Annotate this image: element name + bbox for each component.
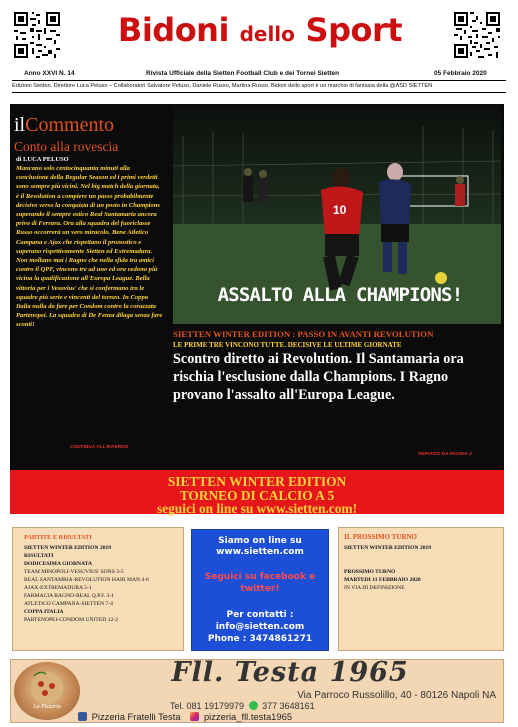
masthead — [88, 8, 432, 52]
risultati-line: SIETTEN WINTER EDITION 2019 — [24, 545, 112, 551]
risultati-line: FARMACIA RAGNO-REAL Q.P.F. 3-1 — [24, 593, 114, 599]
risultati-line: TEAM MINOPOLI-VESUVIUS' SONS 3-5 — [24, 569, 124, 575]
photo-headline: ASSALTO ALLA CHAMPIONS! — [217, 284, 463, 306]
pizzeria-instagram: pizzeria_fll.testa1965 — [203, 711, 293, 722]
risultati-line: DODICESIMA GIORNATA — [24, 561, 93, 567]
risultati-line: ATLETICO CAMPANA-SIETTEN 7-4 — [24, 601, 113, 607]
risultati-title: PARTITE E RISULTATI — [24, 534, 92, 541]
feature-kicker: SIETTEN WINTER EDITION : PASSO IN AVANTI REVOLUTION — [173, 329, 434, 339]
header-rule-top — [12, 80, 506, 81]
contatti-label: Per contatti : — [226, 610, 294, 620]
banner-line-2: TORNEO DI CALCIO A 5 — [179, 488, 335, 503]
facebook-icon — [78, 712, 87, 721]
pizzeria-phone-1: Tel. 081 19179979 — [170, 701, 245, 711]
commento-byline: di LUCA PELUSO — [16, 156, 69, 163]
risultati-line: RISULTATI — [24, 553, 54, 559]
credits-line: Edizioni Sietten. Direttore Luca Peluso – Collaboratori Salvatore Peluso, Daniele Russo, Martina Russo. Bidoni dello sport è un marchio di fantasia della @ASD SIETTEN — [12, 83, 433, 89]
instagram-icon — [190, 712, 199, 721]
qr-code-right — [452, 10, 502, 60]
issue-date: 05 Febbraio 2020 — [434, 70, 487, 77]
online-site-link[interactable]: www.sietten.com — [216, 547, 304, 557]
masthead-word-2: dello — [239, 22, 295, 46]
pizzeria-social — [76, 711, 292, 722]
commento-title-il: il — [14, 114, 26, 136]
pizzeria-logo — [14, 662, 80, 720]
commento-title-main: Commento — [25, 114, 115, 136]
header-rule-bottom — [12, 92, 506, 93]
issue-number: Anno XXVI N. 14 — [24, 70, 75, 77]
pizzeria-name: Fll. Testa 1965 — [171, 657, 409, 688]
prossimo-line-4: IN VIA DI DEFINIZIONE — [344, 585, 405, 591]
social-line-2: twitter! — [240, 584, 280, 594]
masthead-word-1: Bidoni — [117, 11, 229, 49]
pizzeria-phone-2: 377 3648161 — [262, 701, 315, 711]
commento-subtitle: Conto alla rovescia — [14, 139, 119, 154]
svg-text:10: 10 — [333, 203, 347, 217]
whatsapp-icon — [249, 701, 258, 710]
feature-subkicker: LE PRIME TRE VINCONO TUTTE. DECISIVE LE ULTIME GIORNATE — [173, 341, 402, 349]
prossimo-title: IL PROSSIMO TURNO — [344, 533, 417, 541]
commento-title — [14, 114, 114, 137]
risultati-line: REAL SANTAMRIA-REVOLUTION HAIR MAN 4-6 — [24, 577, 149, 583]
prossimo-line-1: SIETTEN WINTER EDITION 2019 — [344, 545, 432, 551]
social-line-1: Seguici su facebook e — [204, 572, 316, 582]
qr-code-left — [12, 10, 62, 60]
banner-line-3[interactable]: seguici on line su www.sietten.com! — [156, 501, 358, 516]
pizzeria-address: Via Parroco Russolillo, 40 - 80126 Napoli NA — [297, 690, 496, 701]
commento-body: Mancano solo centocinquanta minuti alla conclusione della Regular Season ed i primi verdetti sono sempre più vicini. Nel big match della giornata, è il Revolution a compiere un passo probabilmente decisivo verso la conquista di un posto in Champions superando il sempre ostico Real Santamaria ancora privo di Ferrara. Ora alla squadra del fuoriclasse Russo occorrerà un vero miracolo. Bene Atletico Campana e Ajax che rispettano il pronostico e superano rispettivamente Sietten ed Extremadura. Non mollano mai i Ragno che nella sfida tra amici contro il QPF, vincono tre ad uno ed ora vedono più vicina la qualificazione all'Europa League. Bella vittoria per i Vesuvius' che si confermano tra le squadre più serie e vincenti del torneo. In Coppa Italia nulla da fare per Condom contro la corazzata Partenopei. La squadra di De Fenza dilaga senza fare sconti! — [16, 165, 163, 329]
prossimo-line-2: PROSSIMO TURNO — [344, 569, 396, 575]
contatti-email-link[interactable]: info@sietten.com — [215, 622, 305, 632]
feature-headline: Scontro diretto ai Revolution. Il Santamaria ora rischia l'esclusione dalla Champions. I Ragno provano l'assalto all'Europa League. — [173, 351, 464, 403]
tagline: Rivista Ufficiale della Sietten Football Club e dei Tornei Sietten — [146, 70, 340, 77]
pizzeria-facebook: Pizzeria Fratelli Testa — [91, 711, 181, 722]
risultati-line: PARTENOPEI-CONDOM UNITED 12-2 — [24, 617, 118, 623]
continua-label: CONTINUA ALL'INTERNO — [70, 445, 129, 450]
servizio-label: SERVIZIO DA PAGINA 2 — [418, 452, 472, 457]
pizzeria-logo-text: La Pizzeria — [33, 704, 61, 710]
pizzeria-phones — [170, 701, 315, 711]
banner-line-1: SIETTEN WINTER EDITION — [167, 474, 347, 489]
online-line-1: Siamo on line su — [218, 536, 302, 546]
contatti-phone: Phone : 3474861271 — [207, 634, 313, 644]
risultati-line: AJAX-EXTREMADURA 5-1 — [24, 585, 92, 591]
masthead-word-3: Sport — [305, 11, 403, 49]
prossimo-line-3: MARTEDI 11 FEBBRAIO 2020 — [344, 577, 421, 583]
risultati-line: COPPA ITALIA — [24, 609, 64, 615]
